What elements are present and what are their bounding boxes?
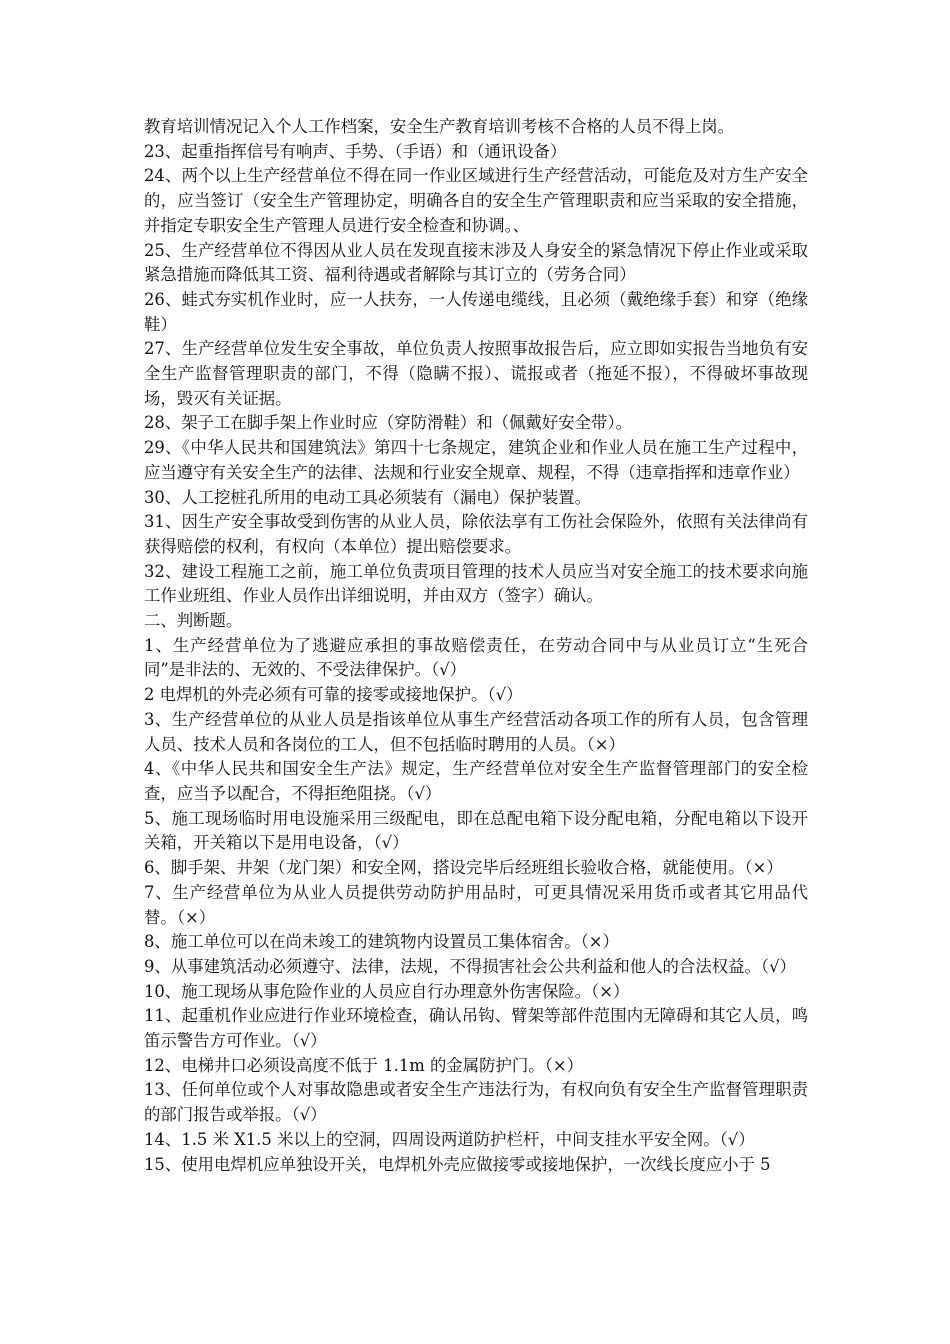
paragraph-30: 30、人工挖桩孔所用的电动工具必须装有（漏电）保护装置。 bbox=[144, 487, 592, 507]
judgment-item-9: 9、从事建筑活动必须遵守、法律，法规，不得损害社会公共利益和他人的合法权益。（√） bbox=[144, 956, 796, 976]
judgment-item-4: 4、《中华人民共和国安全生产法》规定，生产经营单位对安全生产监督管理部门的安全检查，应当予以配合，不得拒绝阻挠。（√） bbox=[144, 759, 808, 803]
paragraph-23: 23、起重指挥信号有响声、手势、（手语）和（通讯设备） bbox=[144, 141, 567, 161]
judgment-item-5: 5、施工现场临时用电设施采用三级配电，即在总配电箱下设分配电箱，分配电箱以下设开关箱，开关箱以下是用电设备，（√） bbox=[144, 808, 808, 853]
judgment-item-11: 11、起重机作业应进行作业环境检查，确认吊钩、臂架等部件范围内无障碍和其它人员，鸣笛示警告方可作业。（√） bbox=[144, 1006, 808, 1051]
judgment-item-7: 7、生产经营单位为从业人员提供劳动防护用品时，可更具情况采用货币或者其它用品代替。（×） bbox=[144, 882, 808, 927]
paragraph-29: 29、《中华人民共和国建筑法》第四十七条规定，建筑企业和作业人员在施工生产过程中，应当遵守有关安全生产的法律、法规和行业安全规章、规程，不得（违章指挥和违章作业） bbox=[144, 438, 808, 482]
section-heading-judgment: 二、判断题。 bbox=[144, 611, 243, 631]
document-body bbox=[144, 115, 808, 1177]
judgment-item-13: 13、任何单位或个人对事故隐患或者安全生产违法行为，有权向负有安全生产监督管理职责的部门报告或举报。（√） bbox=[144, 1080, 808, 1125]
paragraph-24: 24、两个以上生产经营单位不得在同一作业区域进行生产经营活动，可能危及对方生产安全的，应当签订（安全生产管理协定，明确各自的安全生产管理职责和应当采取的安全措施，并指定专职安全生产管理人员进行安全检查和协调。、 bbox=[144, 166, 808, 235]
judgment-item-6: 6、脚手架、井架（龙门架）和安全网，搭设完毕后经班组长验收合格，就能使用。（×） bbox=[144, 858, 783, 878]
judgment-item-14: 14、1.5 米 X1.5 米以上的空洞，四周设两道防护栏杆，中间支挂水平安全网。（√） bbox=[144, 1129, 755, 1149]
paragraph-27: 27、生产经营单位发生安全事故，单位负责人按照事故报告后，应立即如实报告当地负有安全生产监督管理职责的部门，不得（隐瞒不报）、谎报或者（拖延不报），不得破坏事故现场，毁灭有关证据。 bbox=[144, 339, 808, 408]
paragraph-28: 28、架子工在脚手架上作业时应（穿防滑鞋）和（佩戴好安全带）。 bbox=[144, 413, 632, 433]
judgment-item-3: 3、生产经营单位的从业人员是指该单位从事生产经营活动各项工作的所有人员，包含管理人员、技术人员和各岗位的工人，但不包括临时聘用的人员。（×） bbox=[144, 709, 808, 754]
paragraph-cont: 教育培训情况记入个人工作档案，安全生产教育培训考核不合格的人员不得上岗。 bbox=[144, 117, 735, 136]
judgment-item-2: 2 电焊机的外壳必须有可靠的接零或接地保护。（√） bbox=[144, 685, 523, 705]
judgment-item-12: 12、电梯井口必须设高度不低于 1.1m 的金属防护门。（×） bbox=[144, 1055, 584, 1075]
judgment-item-15: 15、使用电焊机应单独设开关，电焊机外壳应做接零或接地保护，一次线长度应小于 5 bbox=[144, 1154, 771, 1174]
paragraph-26: 26、蛙式夯实机作业时，应一人扶夯，一人传递电缆线，且必须（戴绝缘手套）和穿（绝缘鞋） bbox=[144, 289, 808, 334]
judgment-item-1: 1、生产经营单位为了逃避应承担的事故赔偿责任，在劳动合同中与从业员订立“生死合同”是非法的、无效的、不受法律保护。（√） bbox=[144, 635, 808, 680]
judgment-item-8: 8、施工单位可以在尚未竣工的建筑物内设置员工集体宿舍。（×） bbox=[144, 932, 619, 952]
paragraph-31: 31、因生产安全事故受到伤害的从业人员，除依法享有工伤社会保险外，依照有关法律尚有获得赔偿的权利，有权向（本单位）提出赔偿要求。 bbox=[144, 512, 808, 556]
judgment-item-10: 10、施工现场从事危险作业的人员应自行办理意外伤害保险。（×） bbox=[144, 981, 630, 1001]
paragraph-25: 25、生产经营单位不得因从业人员在发现直接末涉及人身安全的紧急情况下停止作业或采取紧急措施而降低其工资、福利待遇或者解除与其订立的（劳务合同） bbox=[144, 240, 808, 285]
paragraph-32: 32、建设工程施工之前，施工单位负责项目管理的技术人员应当对安全施工的技术要求向施工作业班组、作业人员作出详细说明，并由双方（签字）确认。 bbox=[144, 561, 808, 606]
